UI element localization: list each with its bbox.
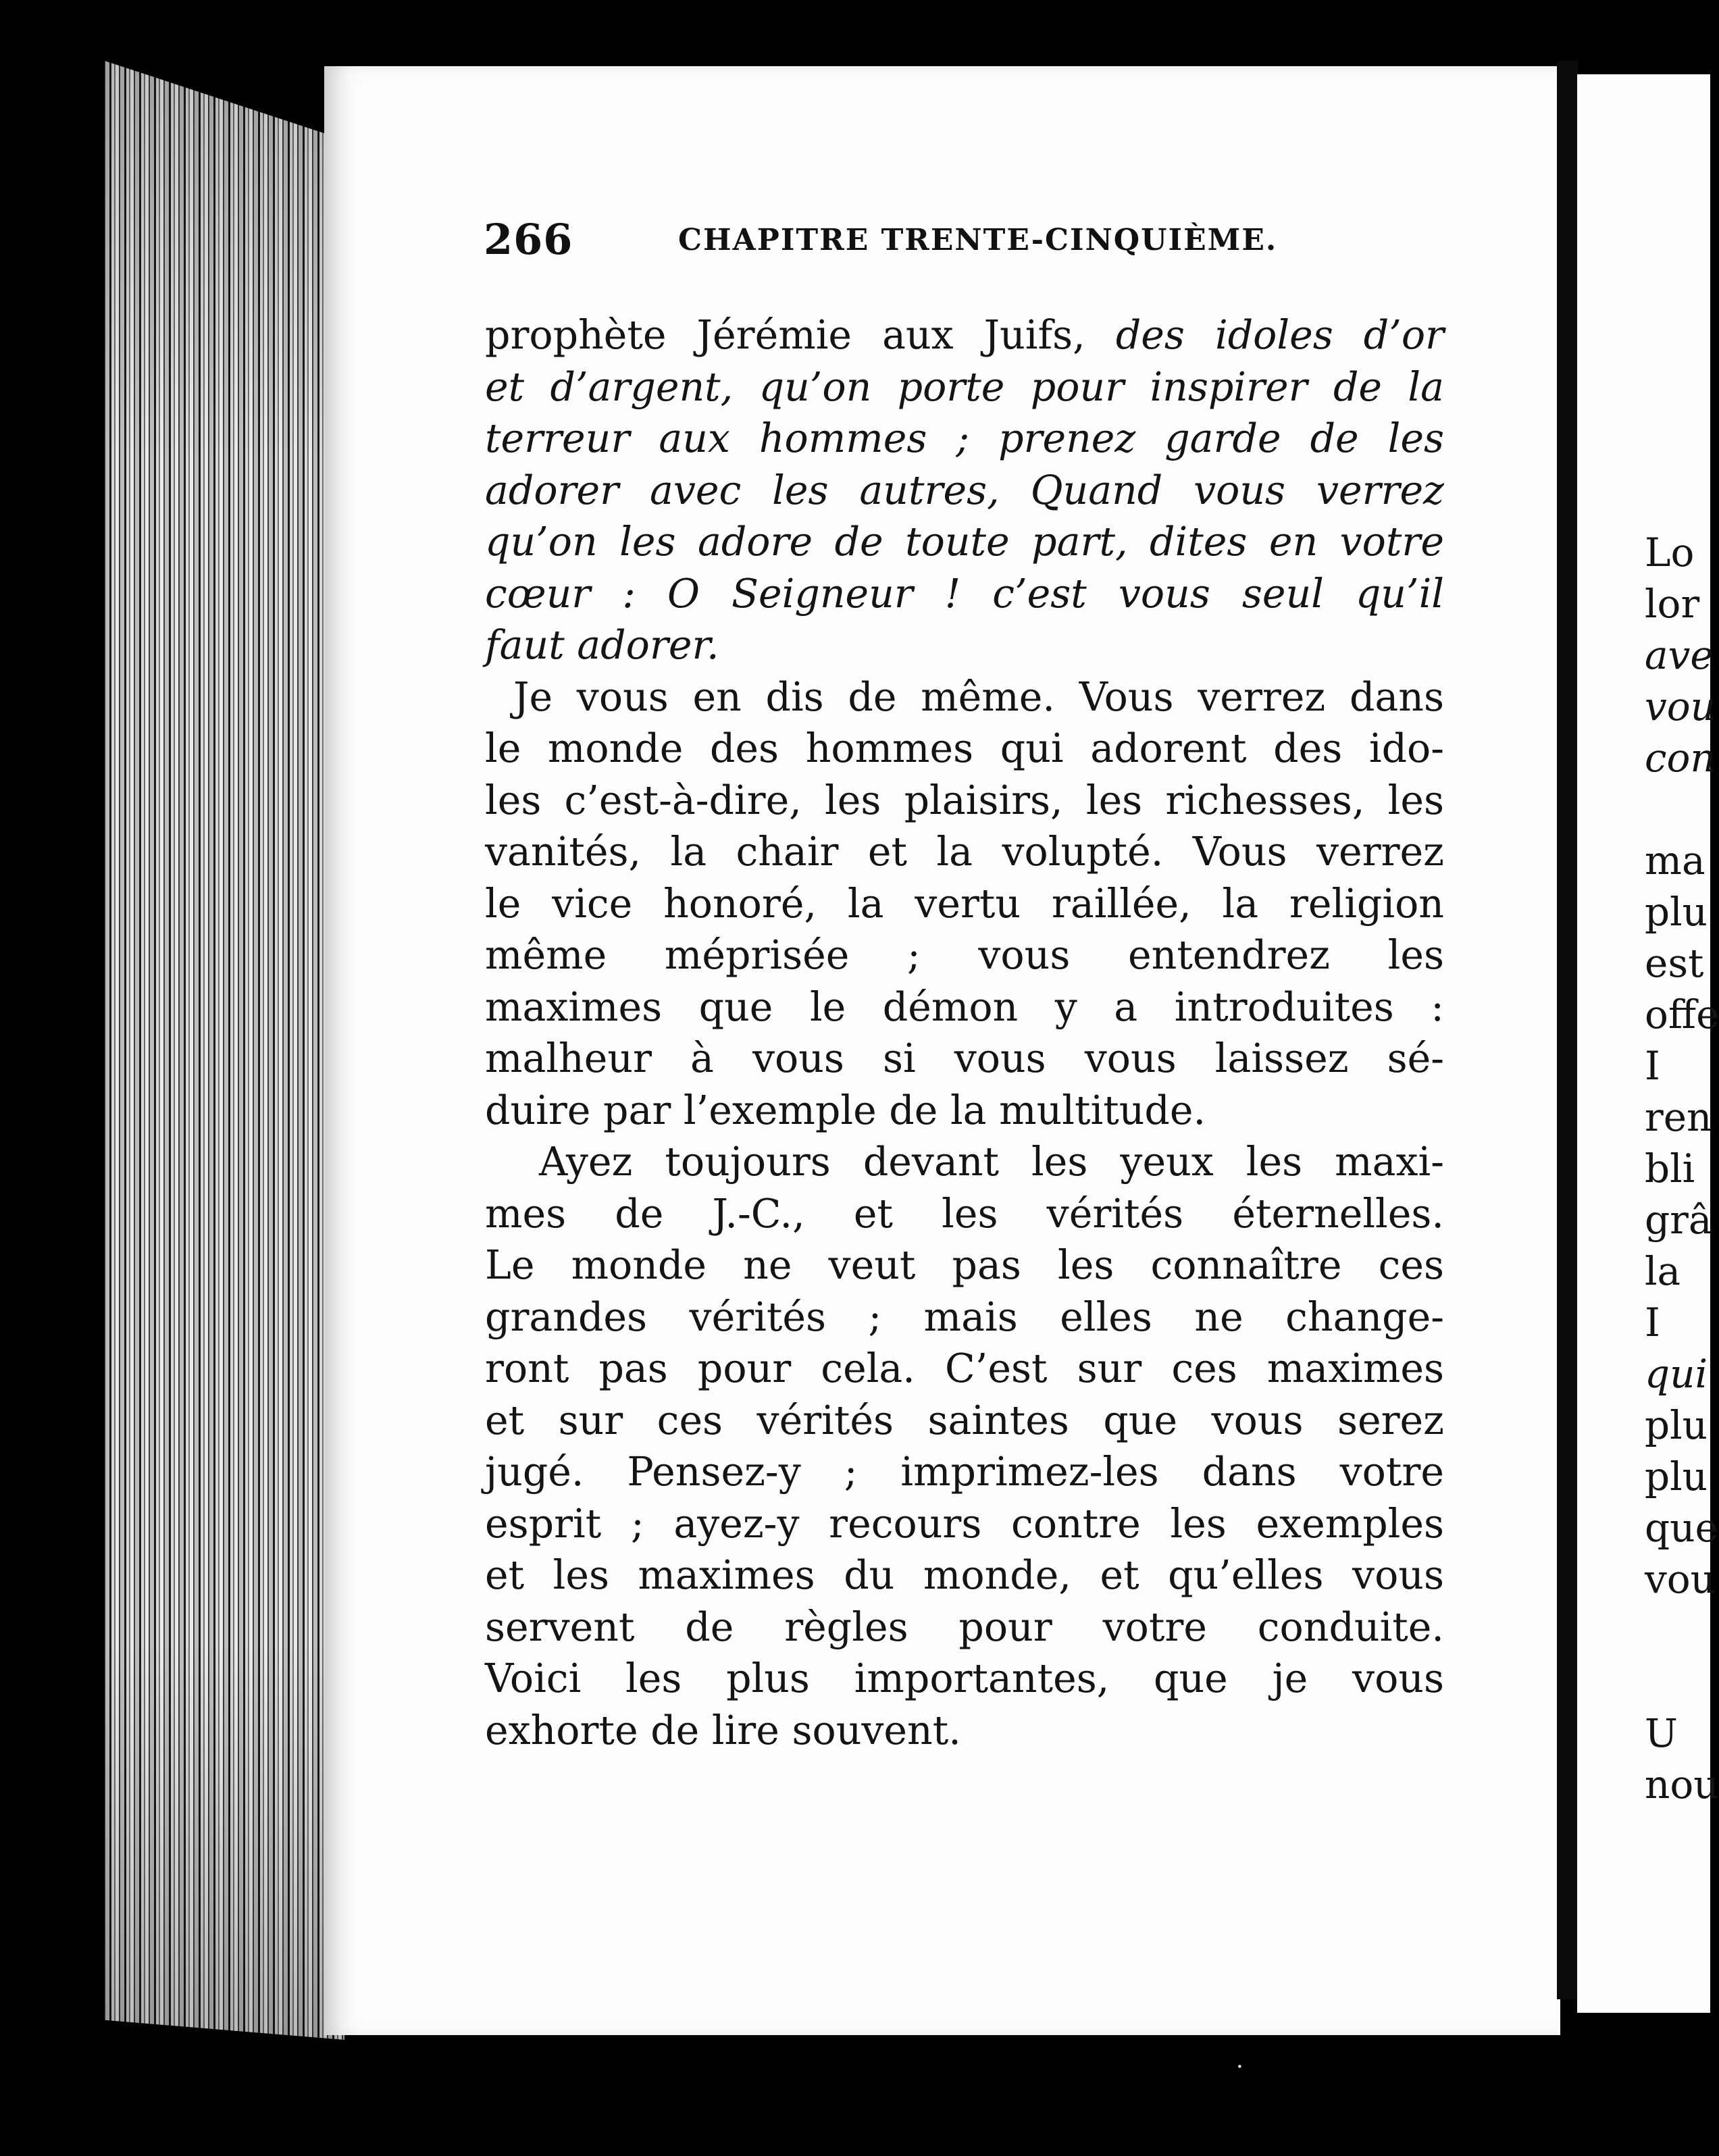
- text-line: [485, 413, 1444, 465]
- text-line: duire par l’exemple de la multitude.: [485, 1087, 1206, 1133]
- text-line: jugé. Pensez-y ; imprimez-les dans votre: [485, 1449, 1444, 1495]
- right-page-fragment: plu: [1645, 1454, 1708, 1499]
- italic-span: adorer avec les autres, Quand vous verrez: [485, 467, 1444, 513]
- text-line: et les maximes du monde, et qu’elles vous: [485, 1552, 1444, 1598]
- right-page-fragment: la: [1645, 1248, 1681, 1294]
- italic-span: qu’on les adore de toute part, dites en votre: [485, 519, 1444, 565]
- text-line: maximes que le démon y a introduites :: [485, 983, 1444, 1030]
- fragment-gap: [1645, 784, 1710, 835]
- right-page-fragment: vou: [1645, 684, 1716, 729]
- right-page-fragment: con: [1645, 735, 1716, 781]
- right-page-fragment: lor: [1645, 581, 1700, 627]
- text-line: [485, 465, 1444, 517]
- text-line: vanités, la chair et la volupté. Vous verrez: [485, 829, 1444, 875]
- right-page-fragment: est: [1645, 940, 1704, 986]
- right-page-fragment: nou: [1645, 1762, 1719, 1807]
- scan-speck: ·: [1236, 2053, 1243, 2080]
- text-line: esprit ; ayez-y recours contre les exemples: [485, 1500, 1444, 1547]
- chapter-title: CHAPITRE TRENTE-CINQUIÈME.: [678, 223, 1278, 257]
- page-number: 266: [484, 215, 573, 264]
- text-line: Le monde ne veut pas les connaître ces: [485, 1242, 1444, 1288]
- italic-span: terreur aux hommes ; prenez garde de les: [485, 415, 1444, 461]
- main-text-block: [485, 309, 1444, 1756]
- fragment-gap: [1645, 1605, 1710, 1708]
- right-page-fragment: plu: [1645, 1402, 1708, 1448]
- right-page-fragment: offe: [1645, 992, 1719, 1037]
- right-page-fragment: qui: [1645, 1351, 1708, 1397]
- text-line: et sur ces vérités saintes que vous serez: [485, 1397, 1444, 1443]
- right-page-fragment: Lo: [1645, 530, 1695, 575]
- text-line: [485, 516, 1444, 568]
- text-line: [485, 568, 1444, 620]
- text-line: [485, 309, 1444, 361]
- book-page-edges: [95, 61, 344, 2040]
- book-gutter: [1557, 61, 1579, 1999]
- text-line: Ayez toujours devant les yeux les maxi-: [539, 1139, 1444, 1185]
- italic-span: des idoles d’or: [1115, 312, 1444, 358]
- text-line: Voici les plus importantes, que je vous: [485, 1656, 1444, 1701]
- right-page-fragment: grâ: [1645, 1197, 1712, 1243]
- text-line: même méprisée ; vous entendrez les: [485, 932, 1444, 978]
- text-line: les c’est-à-dire, les plaisirs, les richesses, les: [485, 777, 1444, 823]
- text-line: le vice honoré, la vertu raillée, la religion: [485, 880, 1444, 927]
- text-line: grandes vérités ; mais elles ne change-: [485, 1293, 1444, 1340]
- running-head: [484, 215, 1497, 264]
- text-span: prophète Jérémie aux Juifs,: [485, 312, 1116, 358]
- text-line: [485, 619, 1444, 671]
- right-page-fragment: U: [1645, 1710, 1678, 1756]
- text-line: exhorte de lire souvent.: [485, 1707, 961, 1753]
- text-line: servent de règles pour votre conduite.: [485, 1603, 1444, 1650]
- right-page-fragment: I: [1645, 1300, 1660, 1345]
- text-line: Je vous en dis de même. Vous verrez dans: [513, 673, 1444, 720]
- right-page-fragment: ave: [1645, 632, 1714, 678]
- text-line: le monde des hommes qui adorent des ido-: [485, 725, 1444, 771]
- italic-span: cœur : O Seigneur ! c’est vous seul qu’il: [485, 570, 1444, 617]
- italic-span: et d’argent, qu’on porte pour inspirer de la: [485, 363, 1444, 410]
- right-page-fragment: que: [1645, 1505, 1718, 1551]
- text-line: [485, 361, 1444, 413]
- text-line: mes de J.-C., et les vérités éternelles.: [485, 1190, 1444, 1237]
- right-page-fragment: plu: [1645, 889, 1708, 935]
- right-page-text-fragments: [1645, 527, 1719, 1810]
- right-page-fragment: ma: [1645, 838, 1705, 883]
- right-page-fragment: ren: [1645, 1094, 1712, 1140]
- right-page-fragment: vou: [1645, 1556, 1716, 1602]
- right-page-fragment: I: [1645, 1043, 1660, 1089]
- text-line: malheur à vous si vous vous laissez sé-: [485, 1035, 1444, 1081]
- right-page-fragment: bli: [1645, 1146, 1695, 1191]
- italic-span: faut adorer.: [485, 622, 719, 668]
- text-line: ront pas pour cela. C’est sur ces maximes: [485, 1345, 1444, 1391]
